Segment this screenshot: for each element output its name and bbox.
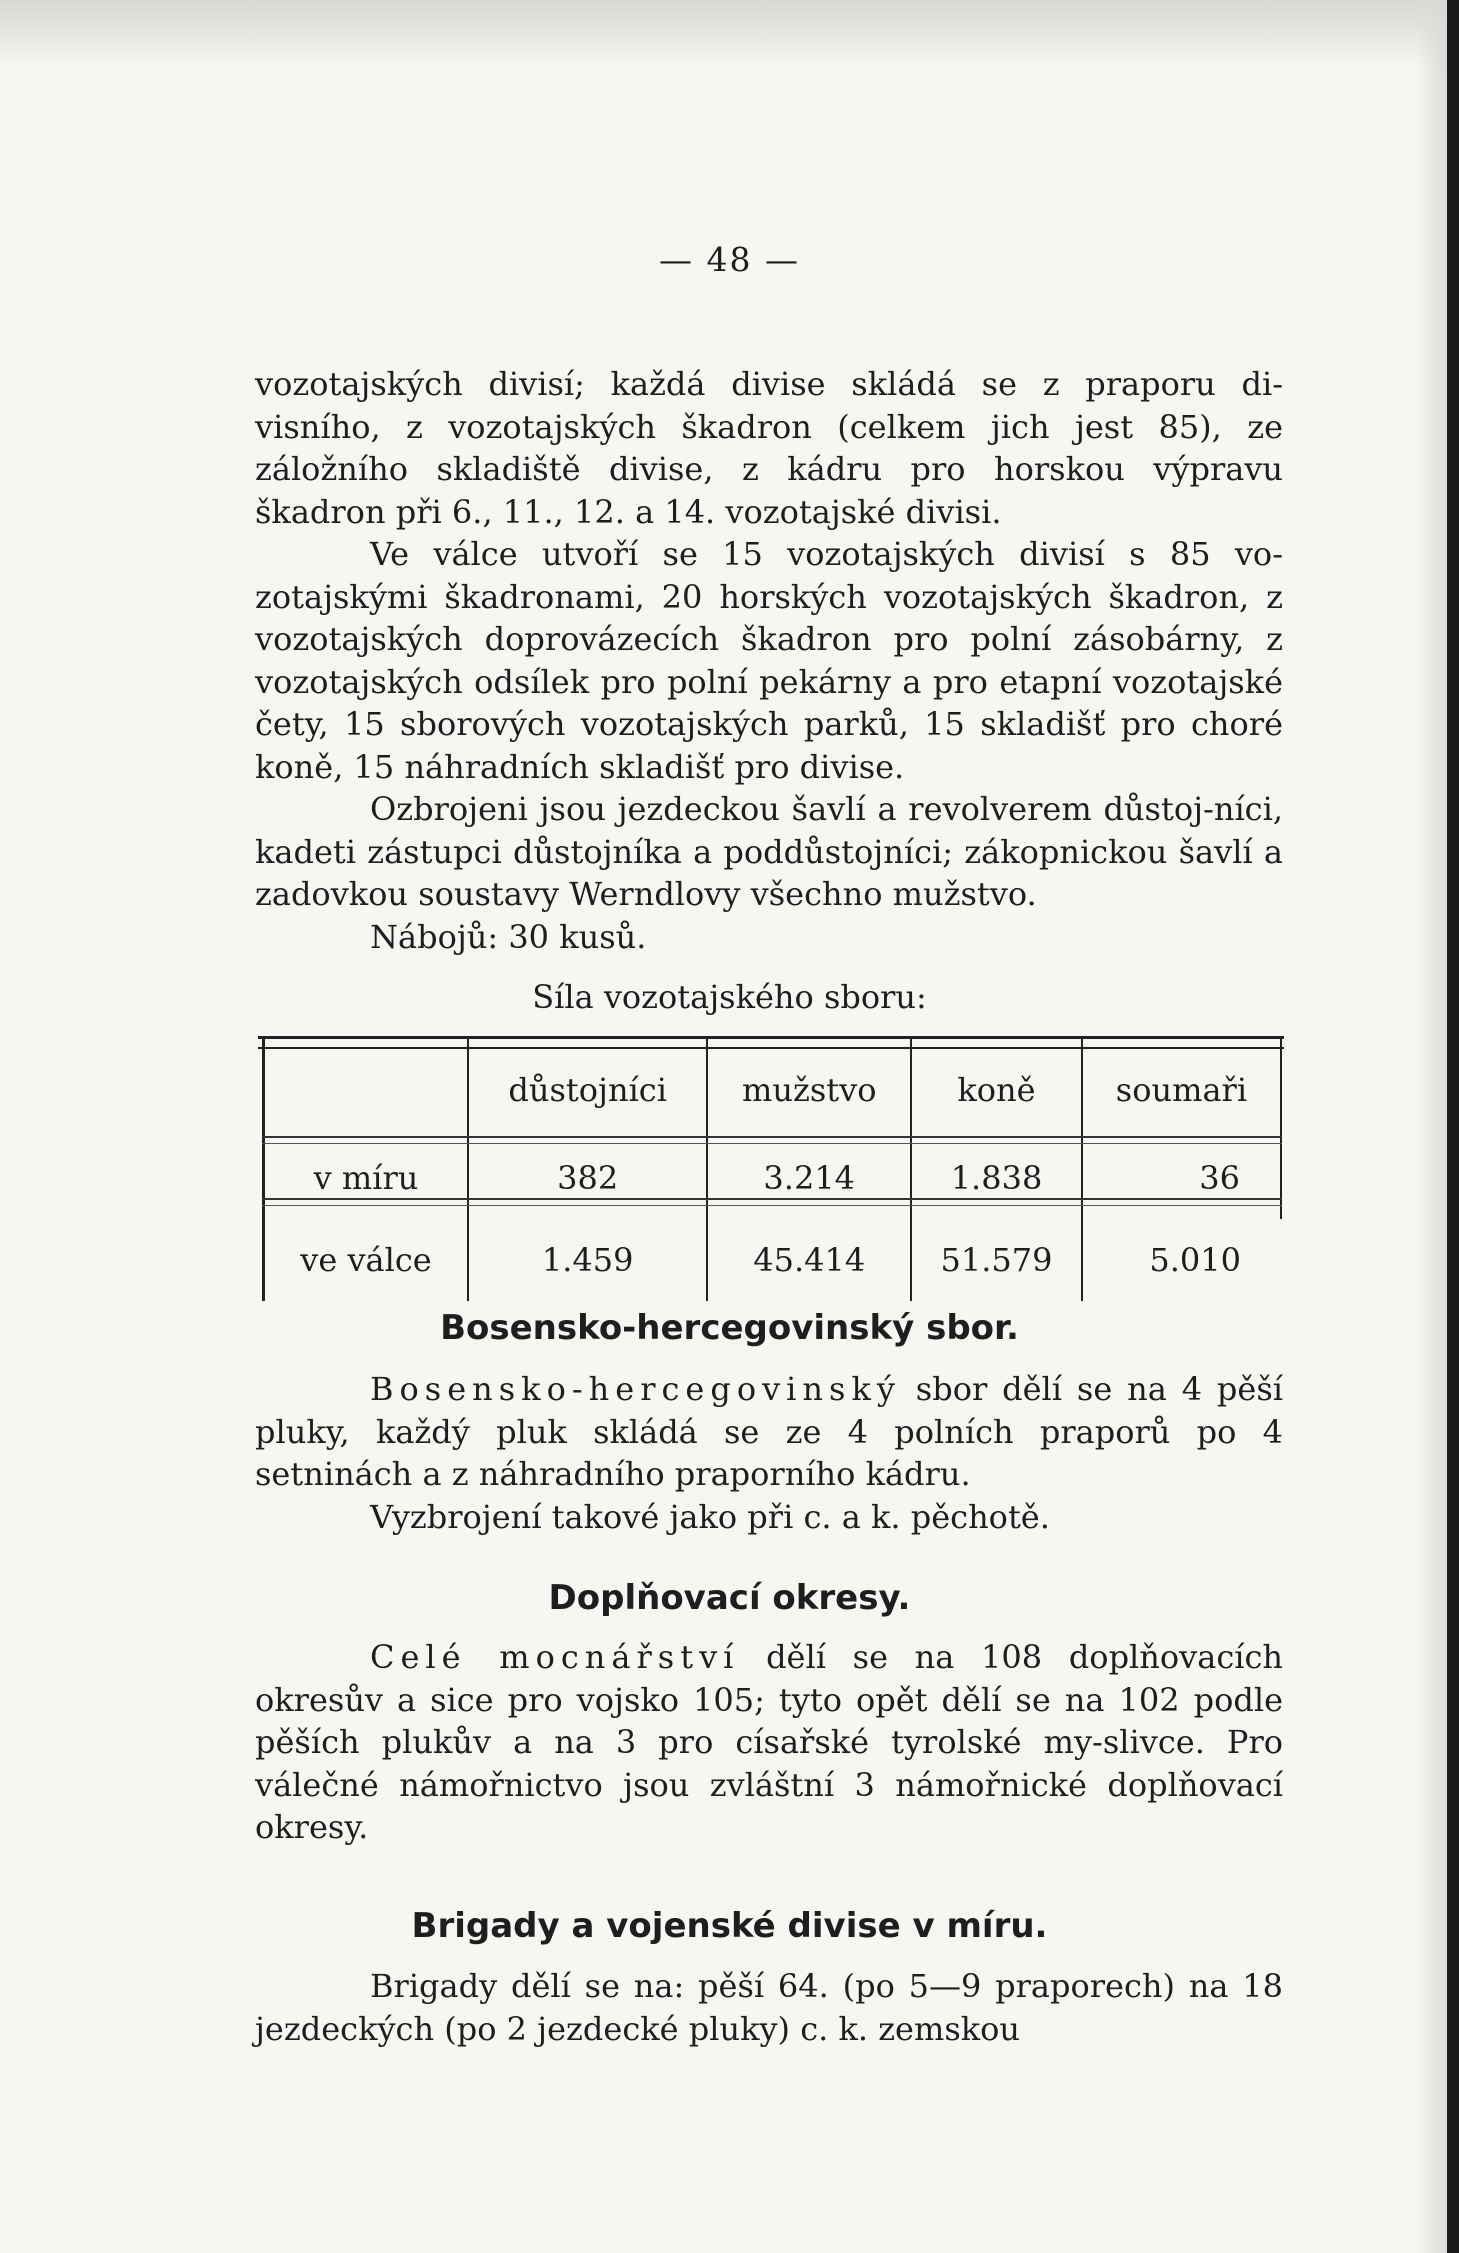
table-cell: 1.459: [468, 1219, 707, 1301]
table-cell: 36: [1082, 1137, 1281, 1219]
page-number: — 48 —: [659, 240, 800, 279]
table-row: [264, 1219, 1282, 1301]
section1-text: [255, 1368, 1283, 1538]
scan-edge-top: [0, 0, 1459, 70]
spaced-lead: Bosensko-hercegovinský: [370, 1370, 901, 1408]
paragraph: Nábojů: 30 kusů.: [370, 917, 647, 956]
body-text-top: [255, 363, 1283, 958]
table-cell: 5.010: [1082, 1219, 1281, 1301]
row-label: ve válce: [264, 1219, 469, 1301]
section3-text: [255, 1965, 1283, 2050]
table-header-cell: koně: [911, 1036, 1082, 1137]
spaced-lead: Celé mocnářství: [370, 1638, 740, 1676]
table-header-row: [264, 1036, 1282, 1137]
table-row: [264, 1137, 1282, 1219]
table-cell: 1.838: [911, 1137, 1082, 1219]
row-label: v míru: [264, 1137, 469, 1219]
table-header-cell: [264, 1036, 469, 1137]
table-caption: Síla vozotajského sboru:: [532, 978, 927, 1016]
paragraph: sbor dělí se na 4 pěší pluky, každý pluk skládá se ze 4 polních praporů po 4 setninách a z náhradního praporního kádru.: [255, 1370, 1283, 1493]
paragraph: Vyzbrojení takové jako při c. a k. pěchotě.: [370, 1497, 1050, 1536]
table-header-cell: mužstvo: [707, 1036, 911, 1137]
paragraph: Ve válce utvoří se 15 vozotajských divisí s 85 vo-zotajskými škadronami, 20 horských vozotajských škadron, z vozotajských doprovázecích škadron pro polní zásobárny, z vozotajských odsílek pro polní pekárny a pro etapní vozotajské čety, 15 sborových vozotajských parků, 15 skladišť pro choré koně, 15 náhradních skladišť pro divise.: [255, 535, 1283, 786]
strength-table: [262, 1036, 1282, 1301]
section-heading: Bosensko-hercegovinský sbor.: [440, 1308, 1019, 1348]
section-heading: Doplňovací okresy.: [548, 1578, 911, 1618]
table-cell: 45.414: [707, 1219, 911, 1301]
table-row-rule: [262, 1198, 1282, 1206]
table-header-cell: důstojníci: [468, 1036, 707, 1137]
section-heading: Brigady a vojenské divise v míru.: [411, 1906, 1048, 1946]
table-cell: 3.214: [707, 1137, 911, 1219]
table-cell: 51.579: [911, 1219, 1082, 1301]
table-header-rule: [262, 1136, 1282, 1144]
section2-text: [255, 1636, 1283, 1849]
table-header-cell: soumaři: [1082, 1036, 1281, 1137]
paragraph: Ozbrojeni jsou jezdeckou šavlí a revolverem důstoj-níci, kadeti zástupci důstojníka a poddůstojníci; zákopnickou šavlí a zadovkou soustavy Werndlovy všechno mužstvo.: [255, 790, 1283, 913]
paragraph: dělí se na 108 doplňovacích okresův a sice pro vojsko 105; tyto opět dělí se na 102 podle pěších plukův a na 3 pro císařské tyrolské my-slivce. Pro válečné námořnictvo jsou zvláštní 3 námořnické doplňovací okresy.: [255, 1638, 1284, 1846]
table-cell: 382: [468, 1137, 707, 1219]
paragraph: vozotajských divisí; každá divise skládá se z praporu di-visního, z vozotajských škadron (celkem jich jest 85), ze záložního skladiště divise, z kádru pro horskou výpravu škadron při 6., 11., 12. a 14. vozotajské divisi.: [255, 365, 1283, 531]
paragraph: Brigady dělí se na: pěší 64. (po 5—9 praporech) na 18 jezdeckých (po 2 jezdecké pluky) c. k. zemskou: [255, 1967, 1283, 2048]
